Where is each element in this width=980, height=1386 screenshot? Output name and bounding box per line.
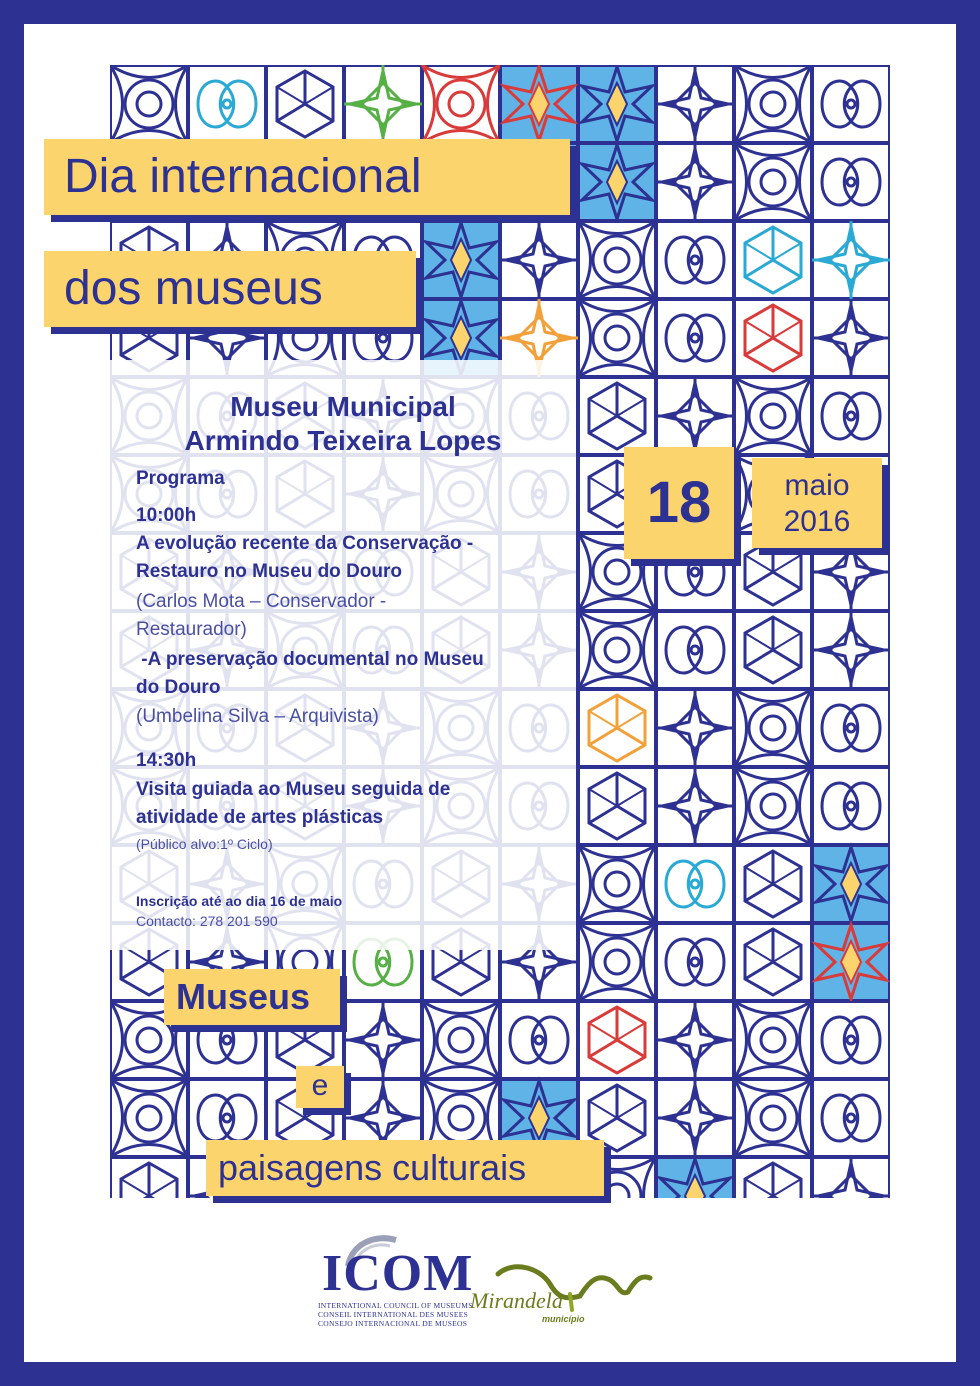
theme-line-2: e	[296, 1066, 344, 1108]
program-talk-2-speaker: (Umbelina Silva – Arquivista)	[136, 706, 379, 727]
program-talk-2-line-1: -A preservação documental no Museu	[136, 649, 484, 670]
mirandela-logo	[470, 1254, 660, 1326]
program-audience: (Público alvo:1º Ciclo)	[136, 836, 273, 852]
program-talk-1-line-1: A evolução recente da Conservação -	[136, 533, 474, 554]
date-day: 18	[624, 447, 734, 559]
title-line-1: Dia internacional	[44, 139, 570, 215]
program-time-1: 10:00h	[136, 505, 197, 526]
icom-name-fr: CONSEIL INTERNATIONAL DES MUSEES	[318, 1310, 469, 1319]
program-visit-line-1: Visita guiada ao Museu seguida de	[136, 779, 451, 800]
theme-line-3: paisagens culturais	[206, 1140, 604, 1196]
program-talk-1-speaker-line-1: (Carlos Mota – Conservador -	[136, 591, 387, 612]
program-heading: Programa	[136, 468, 225, 489]
mirandela-municipio: município	[542, 1314, 585, 1324]
program-talk-1-speaker-line-2: Restaurador)	[136, 619, 247, 640]
program-visit-line-2: atividade de artes plásticas	[136, 807, 384, 828]
museum-name-line-2: Armindo Teixeira Lopes	[184, 425, 502, 456]
title-line-2: dos museus	[44, 251, 416, 327]
program-time-2: 14:30h	[136, 750, 197, 771]
icom-wordmark: ICOM	[322, 1245, 474, 1302]
program-talk-2-line-2: do Douro	[136, 677, 221, 698]
registration-deadline: Inscrição até ao dia 16 de maio	[136, 893, 343, 909]
date-month-year	[752, 458, 882, 548]
museum-name-line-1: Museu Municipal	[230, 391, 456, 422]
contact-phone: Contacto: 278 201 590	[136, 913, 278, 929]
mirandela-wordmark: Mirandela	[470, 1288, 563, 1313]
date-month: maio	[784, 469, 850, 502]
icom-logo	[318, 1226, 474, 1328]
museum-name	[110, 390, 576, 458]
program-talk-1-line-2: Restauro no Museu do Douro	[136, 561, 402, 582]
theme-line-1: Museus	[164, 969, 340, 1025]
date-year: 2016	[783, 505, 851, 538]
icom-name-es: CONSEJO INTERNACIONAL DE MUSEOS	[318, 1319, 468, 1328]
icom-name-en: INTERNATIONAL COUNCIL OF MUSEUMS	[318, 1301, 473, 1310]
